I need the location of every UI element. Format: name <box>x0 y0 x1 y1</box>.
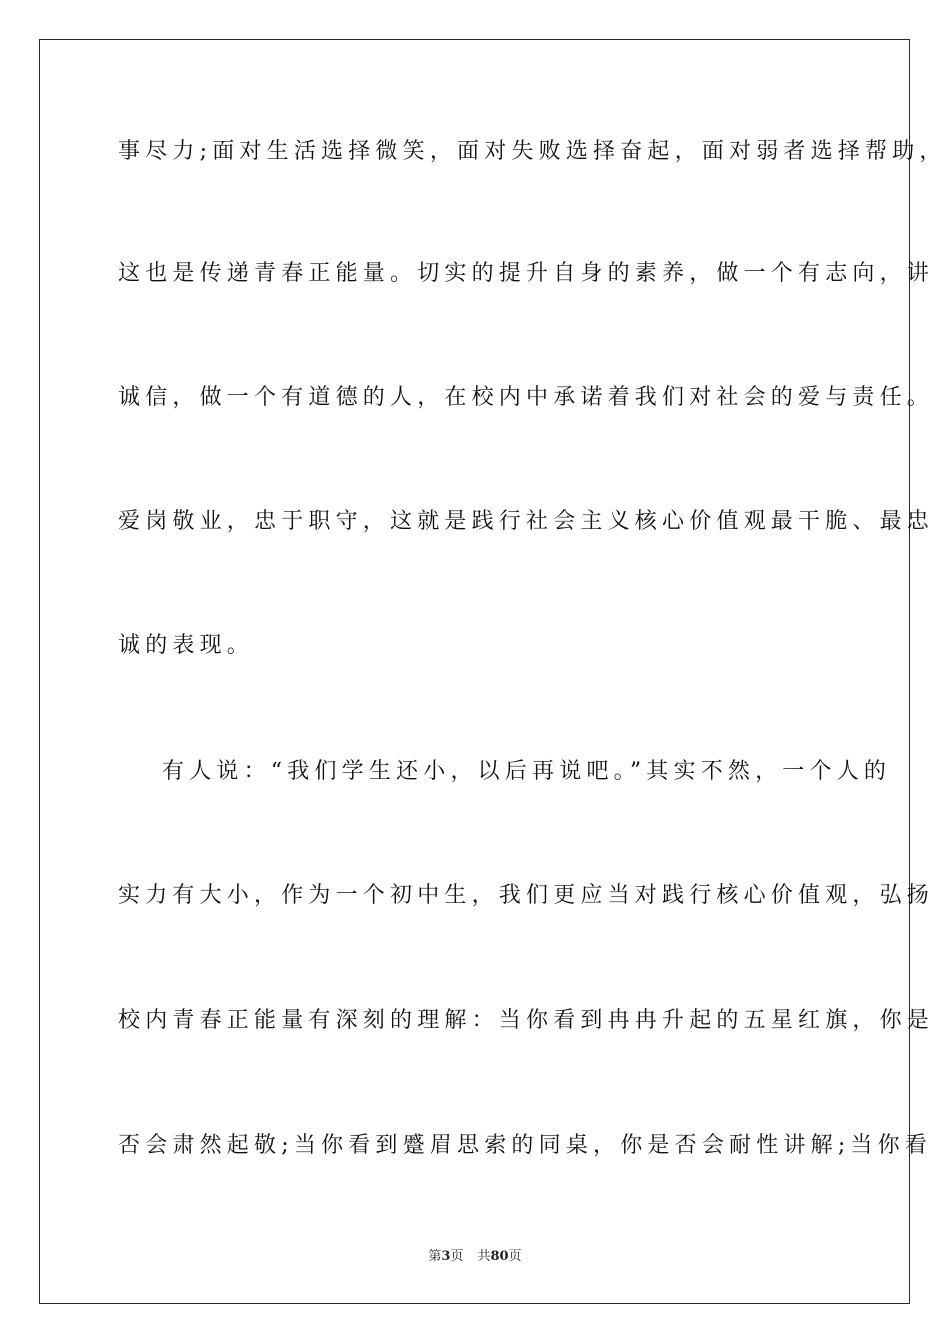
page-suffix: 页 <box>450 1249 464 1264</box>
total-prefix: 共 <box>477 1249 491 1264</box>
body-line-9: 否会肃然起敬;当你看到蹙眉思索的同桌，你是否会耐性讲解;当你看 <box>118 1133 933 1158</box>
total-pages: 80 <box>490 1249 509 1264</box>
total-suffix: 页 <box>508 1249 522 1264</box>
body-line-2: 这也是传递青春正能量。切实的提升自身的素养，做一个有志向，讲 <box>118 261 935 286</box>
body-line-7: 实力有大小，作为一个初中生，我们更应当对践行核心价值观，弘扬 <box>118 883 935 908</box>
page-footer <box>0 1248 950 1266</box>
page-border <box>39 39 947 1304</box>
body-line-6: 有人说：“我们学生还小，以后再说吧。”其实不然，一个人的 <box>162 759 892 784</box>
body-line-3: 诚信，做一个有道德的人，在校内中承诺着我们对社会的爱与责任。 <box>118 385 935 410</box>
body-line-1: 事尽力;面对生活选择微笑，面对失败选择奋起，面对弱者选择帮助， <box>118 139 947 164</box>
body-line-4: 爱岗敬业，忠于职守，这就是践行社会主义核心价值观最干脆、最忠 <box>118 509 935 534</box>
page-prefix: 第 <box>428 1249 442 1264</box>
page-number: 3 <box>441 1249 451 1264</box>
body-line-8: 校内青春正能量有深刻的理解：当你看到冉冉升起的五星红旗，你是 <box>118 1008 935 1033</box>
body-line-5: 诚的表现。 <box>118 633 255 658</box>
